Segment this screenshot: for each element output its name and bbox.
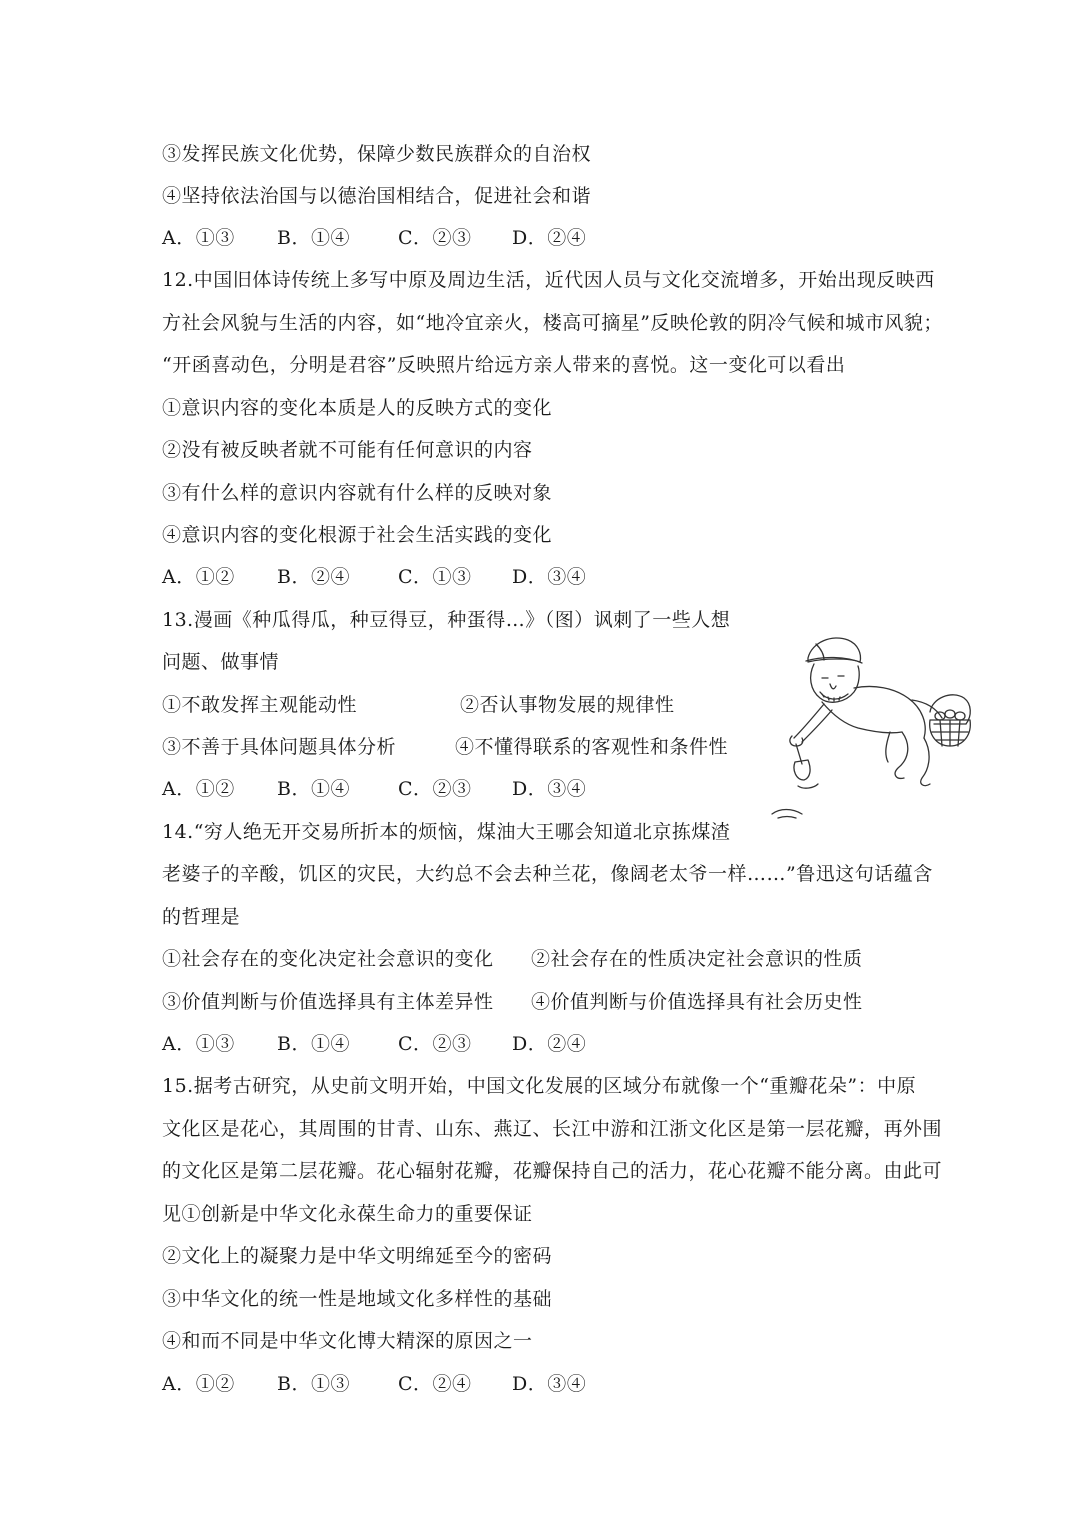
q13-option-2: ②否认事物发展的规律性 (460, 694, 675, 716)
q15-choice-c: C．②④ (398, 1373, 472, 1395)
q14-option-2: ②社会存在的性质决定社会意识的性质 (531, 948, 863, 970)
q14-option-1: ①社会存在的变化决定社会意识的变化 (162, 948, 494, 970)
q11-choice-a: A．①③ (162, 227, 235, 249)
q14-choice-a: A．①③ (162, 1033, 235, 1055)
q12-stem-line-1: 12.中国旧体诗传统上多写中原及周边生活，近代因人员与文化交流增多，开始出现反映西 (162, 269, 935, 291)
arm-lower (802, 710, 832, 742)
q12-option-2: ②没有被反映者就不可能有任何意识的内容 (162, 439, 533, 461)
q12-option-1: ①意识内容的变化本质是人的反映方式的变化 (162, 397, 553, 419)
q13-option-3: ③不善于具体问题具体分析 (162, 736, 397, 758)
q13-option-4: ④不懂得联系的客观性和条件性 (455, 736, 729, 758)
back (854, 686, 925, 738)
q13-option-1: ①不敢发挥主观能动性 (162, 694, 358, 716)
q15-stem-line-1: 15.据考古研究，从史前文明开始，中国文化发展的区域分布就像一个“重瓣花朵”：中原 (162, 1075, 917, 1097)
q14-stem-line-3: 的哲理是 (162, 906, 241, 928)
q15-stem-line-2: 文化区是花心，其周围的甘青、山东、燕辽、长江中游和江浙文化区是第一层花瓣，再外围 (162, 1118, 943, 1140)
cartoon-man-planting-eggs-icon (762, 628, 977, 828)
q15-choice-d: D．③④ (512, 1373, 587, 1395)
q14-choice-c: C．②③ (398, 1033, 472, 1055)
q13-choice-a: A．①② (162, 778, 235, 800)
q11-choice-b: B．①④ (277, 227, 350, 249)
q15-option-4: ④和而不同是中华文化博大精深的原因之一 (162, 1330, 533, 1352)
q14-choice-b: B．①④ (277, 1033, 350, 1055)
q13-choice-c: C．②③ (398, 778, 472, 800)
q14-option-3: ③价值判断与价值选择具有主体差异性 (162, 991, 494, 1013)
other-arm (912, 700, 942, 718)
q15-stem-line-4: 见①创新是中华文化永葆生命力的重要保证 (162, 1203, 533, 1225)
ground-scribble (772, 810, 802, 819)
q14-stem-line-2: 老婆子的辛酸，饥区的灾民，大约总不会去种兰花，像阔老太爷一样……”鲁迅这句话蕴含 (162, 863, 933, 885)
egg-3 (955, 712, 965, 720)
q12-choice-d: D．③④ (512, 566, 587, 588)
q13-choice-b: B．①④ (277, 778, 350, 800)
q11-choice-d: D．②④ (512, 227, 587, 249)
q12-choice-c: C．①③ (398, 566, 472, 588)
q11-choice-c: C．②③ (398, 227, 472, 249)
egg-2 (945, 710, 955, 718)
q15-choice-b: B．①③ (277, 1373, 350, 1395)
q15-option-3: ③中华文化的统一性是地域文化多样性的基础 (162, 1288, 553, 1310)
arm-upper (794, 704, 824, 738)
head-outline (811, 664, 860, 702)
q13-choice-d: D．③④ (512, 778, 587, 800)
q13-stem-line-1: 13.漫画《种瓜得瓜，种豆得豆，种蛋得…》（图）讽刺了一些人想 (162, 609, 731, 631)
q12-option-4: ④意识内容的变化根源于社会生活实践的变化 (162, 524, 553, 546)
back-leg (921, 738, 930, 786)
q13-stem-line-2: 问题、做事情 (162, 651, 280, 673)
nose (830, 684, 836, 689)
beard-stubble (822, 694, 840, 701)
eyes (822, 676, 844, 678)
q12-stem-line-2: 方社会风貌与生活的内容，如“地冷宜亲火，楼高可摘星”反映伦敦的阴冷气候和城市风貌； (162, 312, 943, 334)
q15-choice-a: A．①② (162, 1373, 235, 1395)
q12-choice-b: B．②④ (277, 566, 350, 588)
front-leg (895, 732, 908, 778)
q15-option-2: ②文化上的凝聚力是中华文明绵延至今的密码 (162, 1245, 553, 1267)
q14-choice-d: D．②④ (512, 1033, 587, 1055)
q14-stem-line-1: 14.“穷人绝无开交易所折本的烦恼，煤油大王哪会知道北京拣煤渣 (162, 821, 731, 843)
q11-option-3: ③发挥民族文化优势，保障少数民族群众的自治权 (162, 143, 592, 165)
chest (822, 702, 902, 733)
q12-option-3: ③有什么样的意识内容就有什么样的反映对象 (162, 482, 553, 504)
ground-mark (798, 784, 818, 788)
q12-stem-line-3: “开函喜动色，分明是君容”反映照片给远方亲人带来的喜悦。这一变化可以看出 (162, 354, 846, 376)
q11-option-4: ④坚持依法治国与以德治国相结合，促进社会和谐 (162, 185, 592, 207)
knee (886, 732, 890, 762)
q12-choice-a: A．①② (162, 566, 235, 588)
q14-option-4: ④价值判断与价值选择具有社会历史性 (531, 991, 863, 1013)
q15-stem-line-3: 的文化区是第二层花瓣。花心辐射花瓣，花瓣保持自己的活力，花心花瓣不能分离。由此可 (162, 1160, 943, 1182)
